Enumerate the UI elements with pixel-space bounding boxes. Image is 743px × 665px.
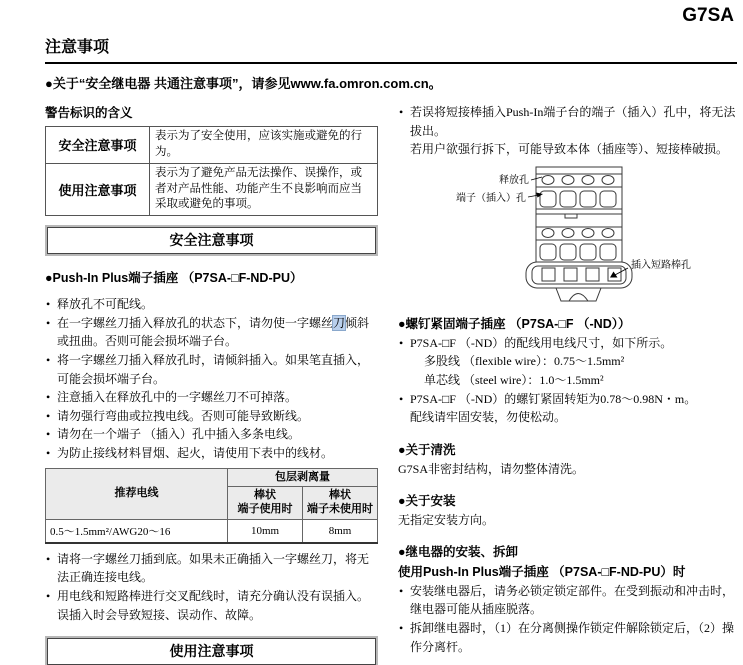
precaution-item: • 请将一字螺丝刀插到底。如果未正确插入一字螺丝刀，将无法正确连接电线。 [45, 550, 378, 587]
warning-legend-table [45, 126, 378, 216]
strip-length-header: 包层剥离量 [228, 468, 378, 487]
shortbar-hole-label: 插入短路棒孔 [631, 259, 691, 271]
desc-cell: 表示为了安全使用，应该实施或避免的行为。 [150, 127, 378, 164]
header-line: 端子使用时 [237, 503, 293, 516]
precaution-item-continuation: 若用户欲强行拆下，可能导致本体（插座等）、短接棒破损。 [410, 142, 729, 157]
bar-terminal-used-header [228, 487, 303, 520]
table-row [46, 163, 378, 216]
wire-column-header: 推荐电线 [46, 468, 228, 519]
relay-mount-heading: ●继电器的安装、拆卸 [398, 544, 519, 559]
strip-used-cell: 10mm [228, 519, 303, 543]
terminal-hole-label: 端子（插入）孔 [456, 192, 526, 204]
precaution-item: • 将一字螺丝刀插入释放孔时，请倾斜插入。如果笔直插入，可能会损坏端子台。 [45, 351, 378, 388]
bullet-text: 倾斜或扭曲。否则可能会损坏端子台。 [57, 315, 370, 349]
term-cell: 使用注意事项 [46, 163, 150, 216]
terminal-socket-diagram [398, 165, 737, 307]
term-cell: 安全注意事项 [46, 127, 150, 164]
pushin-socket-heading: ●Push-In Plus端子插座 （P7SA-□F-ND-PU） [45, 271, 303, 286]
bar-terminal-unused-header [303, 487, 378, 520]
mounting-heading: ●关于安装 [398, 493, 456, 508]
precaution-item: • 注意插入在释放孔中的一字螺丝刀不可掉落。 [45, 388, 378, 407]
precaution-item: • P7SA-□F （-ND）的螺钉紧固转矩为0.78～0.98N・m。 [398, 390, 737, 409]
page-title: 注意事项 [45, 34, 737, 64]
release-hole-label: 释放孔 [499, 174, 529, 186]
precaution-item: • 用电线和短路棒进行交叉配线时，请充分确认没有误插入。误插入时会导致短接、误动作、故障。 [45, 587, 378, 624]
precaution-item: • 为防止接线材料冒烟、起火，请使用下表中的线材。 [45, 444, 378, 463]
header-line: 棒状 [254, 489, 276, 502]
bullet-text: 在一字螺丝刀插入释放孔的状态下，请勿使一字螺丝 [57, 315, 334, 330]
precaution-item: • 请勿强行弯曲或拉拽电线。否则可能导致断线。 [45, 407, 378, 426]
usage-precautions-box: 使用注意事项 [47, 638, 376, 665]
wire-size-line: 多股线 （flexible wire）：0.75～1.5mm² [424, 354, 625, 369]
precaution-item: • P7SA-□F （-ND）的配线用电线尺寸，如下所示。 [398, 334, 737, 353]
brand-title: G7SA [682, 5, 734, 26]
right-column [398, 97, 737, 665]
precaution-item: • 安装继电器后，请务必锁定锁定部件。在受到振动和冲击时，继电器可能从插座脱落。 [398, 582, 737, 619]
warning-legend-label: 警告标识的含义 [45, 106, 133, 120]
table-row [46, 519, 378, 543]
mounting-text: 无指定安装方向。 [398, 512, 495, 527]
header-line: 端子未使用时 [307, 503, 373, 516]
cleaning-text: G7SA非密封结构，请勿整体清洗。 [398, 461, 585, 476]
strip-unused-cell: 8mm [303, 519, 378, 543]
screw-socket-heading: ●螺钉紧固端子插座 （P7SA-□F （-ND）） [398, 316, 631, 331]
document-page [45, 34, 737, 665]
intro-note: ●关于“安全继电器 共通注意事项”，请参见www.fa.omron.com.cn。 [45, 76, 442, 91]
recommended-wire-table [45, 468, 378, 544]
wire-spec-cell: 0.5～1.5mm²/AWG20～16 [46, 519, 228, 543]
wire-size-line: 单芯线 （steel wire）：1.0～1.5mm² [424, 372, 604, 387]
precaution-item: • 若误将短接棒插入Push-In端子台的端子（插入）孔中，将无法拔出。 [398, 103, 737, 140]
precaution-item: • 释放孔不可配线。 [45, 295, 378, 314]
cleaning-heading: ●关于清洗 [398, 442, 456, 457]
relay-mount-subheading: 使用Push-In Plus端子插座 （P7SA-□F-ND-PU）时 [398, 564, 686, 579]
precaution-item: • 拆卸继电器时，（1）在分离侧操作锁定件解除锁定后，（2）操作分离杆。 [398, 619, 737, 656]
table-row [46, 468, 378, 487]
precaution-item-continuation: 配线请牢固安装，勿使松动。 [410, 410, 567, 425]
precaution-item [45, 314, 378, 351]
highlighted-char: 刀 [333, 315, 346, 330]
safety-precautions-box: 安全注意事项 [47, 227, 376, 254]
table-row [46, 127, 378, 164]
socket-diagram-wrap [398, 165, 737, 312]
left-column [45, 97, 378, 665]
precaution-item: • 请勿在一个端子 （插入）孔中插入多条电线。 [45, 425, 378, 444]
header-line: 棒状 [329, 489, 351, 502]
desc-cell: 表示为了避免产品无法操作、误操作，或者对产品性能、功能产生不良影响而应当采取或避免的事项。 [150, 163, 378, 216]
